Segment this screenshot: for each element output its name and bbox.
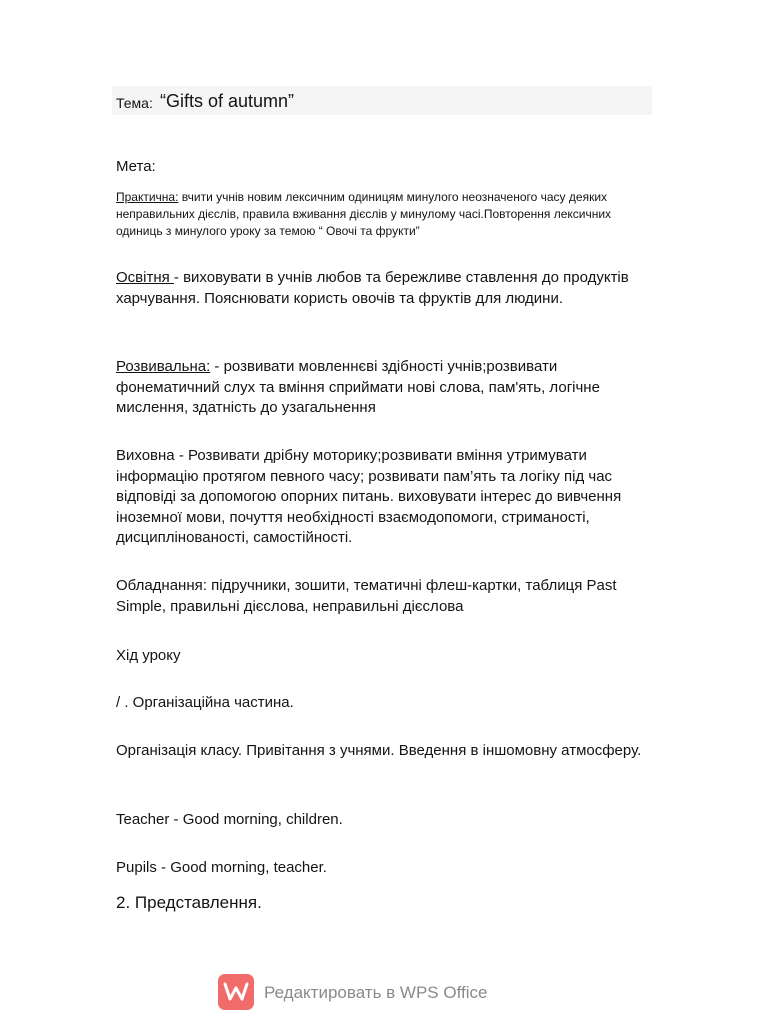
upbringing-text: - Розвивати дрібну моторику;розвивати вміння утримувати інформацію протягом певного часу; розвивати пам’ять та логіку під час відповіді за допомогою опорних питань. виховувати інтерес до вивчення іноземної мови, почуття необхідності взаємодопомоги, стриманості, дисциплінованості, самостійності.: [116, 447, 622, 546]
teacher-label: Teacher: [116, 811, 170, 828]
wps-edit-link[interactable]: Редактировать в WPS Office: [264, 983, 488, 1002]
wps-w-glyph: [222, 980, 250, 1004]
pupils-line: [116, 858, 656, 879]
teacher-text: - Good morning, children.: [169, 811, 343, 828]
practical-text: вчити учнів новим лексичним одиницям минулого неозначеного часу деяких неправильних дієслів, правила вживання дієслів у минулому часі.Повторення лексичних одиниць з минулого уроку за темою “ Овочі та фрукти”: [116, 190, 612, 238]
educational-paragraph: [116, 268, 656, 309]
practical-label: Практична:: [116, 190, 179, 204]
class-org-text: . Привітання з учнями. Введення в іншомовну атмосферу.: [237, 742, 642, 759]
upbringing-label: Виховна: [116, 447, 175, 464]
developmental-paragraph: [116, 357, 656, 419]
developmental-label: Розвивальна:: [116, 358, 211, 375]
goal-label: Мета:: [116, 158, 156, 175]
wps-logo-icon[interactable]: [218, 974, 254, 1010]
section-1-heading: / . Організаційна частина.: [116, 694, 294, 711]
theme-label: Тема:: [116, 95, 153, 111]
educational-label: Освітня: [116, 269, 174, 286]
upbringing-paragraph: [116, 446, 656, 549]
class-org-label: Організація класу: [116, 742, 238, 759]
equipment-paragraph: [116, 576, 656, 617]
theme-title: “Gifts of autumn”: [160, 91, 295, 111]
developmental-text: - розвивати мовленнєві здібності учнів;розвивати фонематичний слух та вміння сприймати нові слова, пам'ять, логічне мислення, здатність до узагальнення: [116, 358, 600, 416]
class-org-paragraph: [116, 741, 656, 762]
pupils-label: Pupils: [116, 859, 157, 876]
pupils-text: - Good morning, teacher.: [156, 859, 327, 876]
practical-paragraph: [116, 189, 656, 240]
educational-text: - виховувати в учнів любов та бережливе ставлення до продуктів харчування. Пояснювати користь овочів та фруктів для людини.: [116, 269, 629, 307]
section-2-heading: 2. Представлення.: [116, 893, 262, 912]
teacher-line: [116, 810, 656, 831]
lesson-course-heading: Хід уроку: [116, 647, 181, 664]
equipment-text: : підручники, зошити, тематичні флеш-картки, таблиця Past Simple, правильні дієслова, неправильні дієслова: [116, 577, 617, 615]
equipment-label: Обладнання: [116, 577, 203, 594]
